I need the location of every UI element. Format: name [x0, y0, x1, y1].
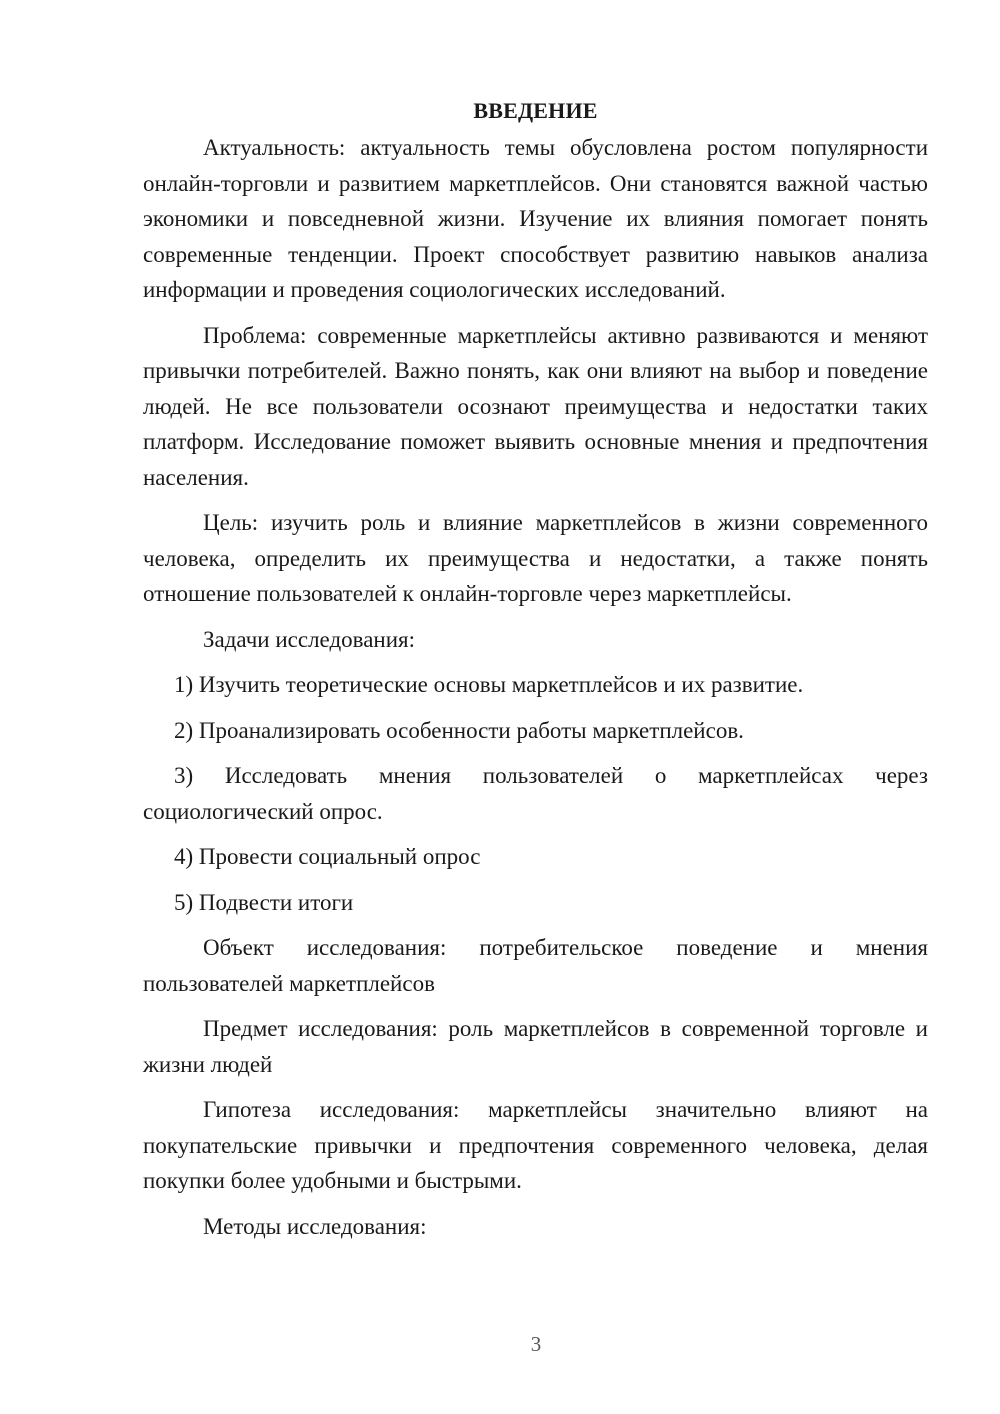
methods-heading: Методы исследования:: [203, 1213, 427, 1239]
subject-paragraph: Предмет исследования: роль маркетплейсов в современной торговле и жизни людей: [143, 1016, 928, 1077]
relevance-paragraph: Актуальность: актуальность темы обусловлена ростом популярности онлайн-торговли и развитием маркетплейсов. Они становятся важной частью экономики и повседневной жизни. Изучение их влияния помогает понять современные тенденции. Проект способствует развитию навыков анализа информации и проведения социологических исследований.: [143, 135, 928, 302]
page-number: 3: [530, 1332, 542, 1356]
task-item: 2) Проанализировать особенности работы маркетплейсов.: [174, 717, 744, 743]
task-item: 1) Изучить теоретические основы маркетплейсов и их развитие.: [174, 672, 804, 697]
task-item: 5) Подвести итоги: [174, 889, 354, 915]
task-item: 4) Провести социальный опрос: [174, 844, 481, 869]
hypothesis-paragraph: Гипотеза исследования: маркетплейсы значительно влияют на покупательские привычки и предпочтения современного человека, делая покупки более удобными и быстрыми.: [143, 1097, 928, 1193]
goal-paragraph: Цель: изучить роль и влияние маркетплейсов в жизни современного человека, определить их преимущества и недостатки, а также понять отношение пользователей к онлайн-торговле через маркетплейсы.: [143, 510, 928, 606]
object-paragraph: Объект исследования: потребительское поведение и мнения пользователей маркетплейсов: [143, 935, 928, 996]
document-page: [143, 96, 928, 1254]
task-item: 3) Исследовать мнения пользователей о маркетплейсах через социологический опрос.: [143, 763, 928, 824]
tasks-heading: Задачи исследования:: [203, 626, 416, 652]
problem-paragraph: Проблема: современные маркетплейсы активно развиваются и меняют привычки потребителей. Важно понять, как они влияют на выбор и поведение людей. Не все пользователи осознают преимущества и недостатки таких платформ. Исследование поможет выявить основные мнения и предпочтения населения.: [143, 322, 928, 490]
tasks-list: [143, 667, 928, 920]
page-title: ВВЕДЕНИЕ: [473, 98, 598, 123]
